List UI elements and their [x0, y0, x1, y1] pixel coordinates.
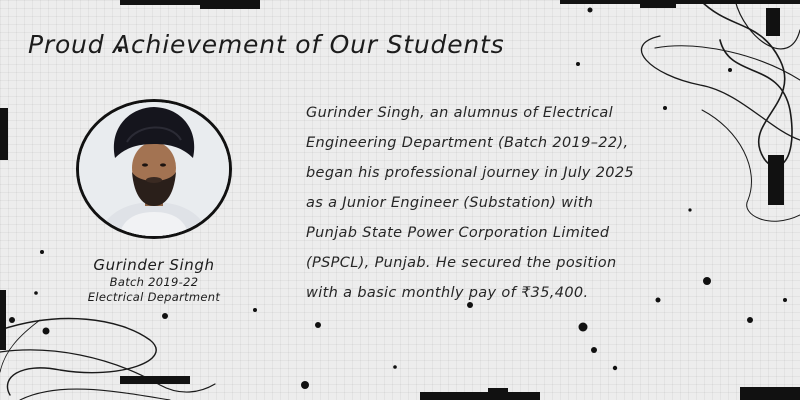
profile-photo [76, 99, 232, 239]
description-line: Engineering Department (Batch 2019–22), [306, 135, 629, 151]
description-line: as a Junior Engineer (Substation) with [306, 195, 594, 211]
description-line: began his professional journey in July 2025 [306, 165, 634, 181]
description-line: with a basic monthly pay of ₹35,400. [306, 285, 589, 301]
description-line: (PSPCL), Punjab. He secured the position [306, 255, 617, 271]
student-batch: Batch 2019-22 [109, 275, 199, 289]
profile-caption [70, 256, 238, 305]
description-line: Punjab State Power Corporation Limited [306, 225, 610, 241]
page-title: Proud Achievement of Our Students [28, 30, 505, 59]
achievement-description [306, 98, 736, 308]
description-line: Gurinder Singh, an alumnus of Electrical [306, 105, 614, 121]
student-name: Gurinder Singh [93, 256, 215, 274]
student-department: Electrical Department [87, 290, 221, 304]
